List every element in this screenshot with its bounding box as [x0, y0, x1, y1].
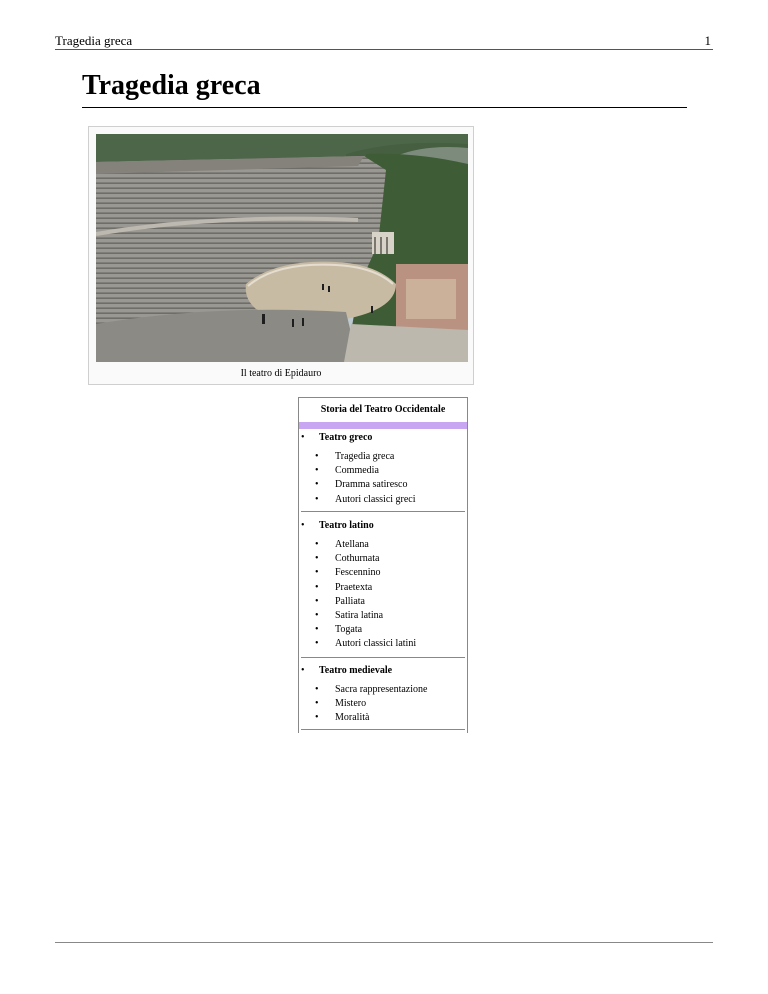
list-item-label[interactable]: Moralità: [335, 712, 370, 724]
list-item-label[interactable]: Fescennino: [335, 567, 381, 579]
figure-caption: Il teatro di Epidauro: [240, 368, 322, 379]
navbox-section-title[interactable]: Teatro latino: [319, 520, 374, 531]
bullet-icon: •: [315, 698, 319, 710]
list-item[interactable]: [315, 609, 416, 623]
list-item[interactable]: [315, 464, 416, 478]
theatre-photo[interactable]: [96, 134, 468, 362]
bullet-icon: •: [301, 520, 305, 531]
article-title: Tragedia greca: [82, 68, 687, 108]
running-header: [55, 33, 713, 50]
bullet-icon: •: [315, 684, 319, 695]
bullet-icon: •: [315, 609, 319, 621]
list-item[interactable]: [315, 697, 427, 711]
list-item[interactable]: [315, 566, 416, 580]
bullet-icon: •: [315, 624, 319, 636]
list-item[interactable]: [315, 493, 416, 507]
bullet-icon: •: [315, 595, 319, 607]
bullet-icon: •: [315, 567, 319, 579]
list-item[interactable]: [315, 711, 427, 725]
list-item[interactable]: [315, 623, 416, 637]
bullet-icon: •: [315, 581, 319, 593]
navbox-accent-band: [299, 422, 467, 429]
list-item-label[interactable]: Cothurnata: [335, 553, 380, 565]
figure: [88, 126, 474, 385]
list-item-label[interactable]: Praetexta: [335, 581, 373, 593]
list-item-label[interactable]: Autori classici greci: [335, 493, 416, 505]
list-item-label[interactable]: Dramma satiresco: [335, 479, 408, 491]
navbox-section-list: [315, 450, 416, 507]
bullet-icon: •: [315, 493, 319, 505]
list-item[interactable]: [315, 538, 416, 552]
list-item-label[interactable]: Mistero: [335, 698, 367, 710]
bullet-icon: •: [315, 712, 319, 724]
navbox-title: Storia del Teatro Occidentale: [320, 404, 446, 415]
navbox-section-title[interactable]: Teatro medievale: [319, 665, 393, 676]
list-item[interactable]: [315, 581, 416, 595]
section-divider: [301, 657, 465, 658]
page-number: 1: [704, 33, 711, 48]
list-item[interactable]: [315, 478, 416, 492]
bullet-icon: •: [315, 479, 319, 491]
list-item[interactable]: [315, 595, 416, 609]
bullet-icon: •: [301, 432, 305, 443]
list-item-label[interactable]: Satira latina: [335, 609, 384, 621]
bullet-icon: •: [315, 638, 319, 650]
footer-rule: [55, 942, 713, 943]
list-item-label[interactable]: Autori classici latini: [335, 638, 417, 650]
navbox-section-list: [315, 683, 427, 726]
list-item-label[interactable]: Commedia: [335, 465, 379, 477]
list-item[interactable]: [315, 450, 416, 464]
list-item-label[interactable]: Togata: [335, 624, 363, 636]
list-item[interactable]: [315, 637, 416, 651]
section-divider: [301, 511, 465, 512]
navbox-section-title[interactable]: Teatro greco: [319, 432, 373, 443]
section-divider: [301, 729, 465, 730]
navbox: [298, 397, 468, 733]
navbox-section-list: [315, 538, 416, 652]
bullet-icon: •: [315, 539, 319, 550]
bullet-icon: •: [315, 553, 319, 565]
bullet-icon: •: [301, 665, 305, 676]
list-item[interactable]: [315, 683, 427, 697]
bullet-icon: •: [315, 465, 319, 477]
list-item-label[interactable]: Palliata: [335, 595, 365, 607]
running-header-title: Tragedia greca: [55, 33, 133, 48]
list-item-label[interactable]: Atellana: [335, 539, 369, 550]
bullet-icon: •: [315, 451, 319, 462]
list-item[interactable]: [315, 552, 416, 566]
list-item-label[interactable]: Sacra rappresentazione: [335, 684, 428, 695]
list-item-label[interactable]: Tragedia greca: [335, 451, 395, 462]
